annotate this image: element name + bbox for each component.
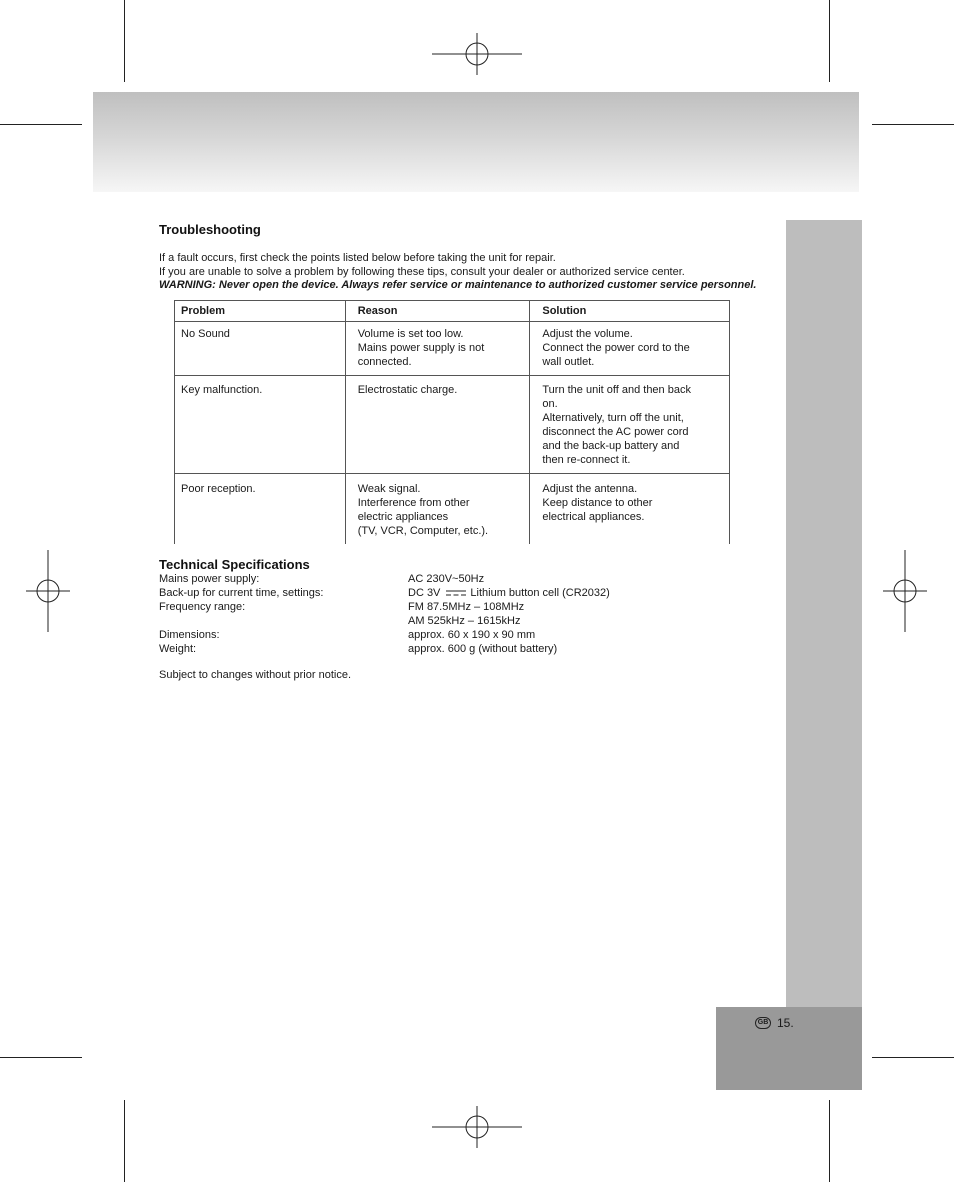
solution-line: Keep distance to other [542, 497, 653, 509]
specs-title: Technical Specifications [159, 557, 310, 572]
problem-cell: Key malfunction. [175, 376, 346, 474]
solution-line: Adjust the antenna. [542, 483, 638, 495]
solution-line: disconnect the AC power cord [542, 426, 689, 438]
header-problem: Problem [175, 301, 346, 322]
crop-mark [124, 0, 125, 82]
spec-label: Back-up for current time, settings: [159, 587, 324, 599]
registration-mark-icon [26, 550, 70, 637]
solution-cell [530, 474, 730, 545]
table-row [175, 376, 730, 474]
crop-mark [0, 1057, 82, 1058]
header-reason: Reason [345, 301, 530, 322]
troubleshooting-title: Troubleshooting [159, 222, 261, 237]
solution-line: wall outlet. [542, 356, 595, 368]
solution-line: on. [542, 398, 558, 410]
side-tab [786, 220, 862, 1007]
troubleshooting-intro [159, 252, 799, 293]
intro-line-1: If a fault occurs, first check the points listed below before taking the unit for repair. [159, 252, 556, 264]
spec-value: AC 230V~50Hz [408, 573, 485, 585]
header-solution: Solution [530, 301, 730, 322]
problem-cell: No Sound [175, 322, 346, 376]
reason-line: Mains power supply is not [357, 342, 485, 354]
reason-line: (TV, VCR, Computer, etc.). [357, 525, 489, 537]
solution-line: Connect the power cord to the [542, 342, 690, 354]
crop-mark [0, 124, 82, 125]
change-notice: Subject to changes without prior notice. [159, 669, 352, 681]
spec-value: approx. 600 g (without battery) [408, 643, 558, 655]
crop-mark [829, 1100, 830, 1182]
crop-mark [124, 1100, 125, 1182]
solution-line: Alternatively, turn off the unit, [542, 412, 684, 424]
spec-label: Dimensions: [159, 629, 220, 641]
solution-line: Turn the unit off and then back [542, 384, 691, 396]
spec-value-text: Lithium button cell (CR2032) [470, 587, 610, 599]
language-badge: GB [755, 1017, 771, 1029]
reason-line: Weak signal. [357, 483, 421, 495]
problem-cell: Poor reception. [175, 474, 346, 545]
solution-line: Adjust the volume. [542, 328, 633, 340]
crop-mark [872, 1057, 954, 1058]
warning-text: WARNING: Never open the device. Always refer service or maintenance to authorized customer service personnel. [159, 279, 757, 291]
registration-mark-icon [432, 1106, 522, 1153]
spec-label: Weight: [159, 643, 197, 655]
crop-mark [829, 0, 830, 82]
spec-value: approx. 60 x 190 x 90 mm [408, 629, 536, 641]
crop-mark [872, 124, 954, 125]
spec-label: Frequency range: [159, 601, 246, 613]
spec-value-prefix: DC 3V [408, 587, 441, 599]
troubleshooting-table [174, 300, 730, 544]
intro-line-2: If you are unable to solve a problem by following these tips, consult your dealer or authorized service center. [159, 265, 685, 278]
reason-cell [345, 322, 530, 376]
registration-mark-icon [432, 33, 522, 80]
table-header-row [175, 301, 730, 322]
reason-line: Interference from other [357, 497, 470, 509]
solution-line: electrical appliances. [542, 511, 645, 523]
table-row [175, 322, 730, 376]
reason-line: Electrostatic charge. [357, 384, 458, 396]
reason-line: electric appliances [357, 511, 449, 523]
spec-value: FM 87.5MHz – 108MHz [408, 601, 525, 613]
reason-cell [345, 376, 530, 474]
reason-cell [345, 474, 530, 545]
registration-mark-icon [883, 550, 927, 637]
solution-cell [530, 376, 730, 474]
spec-value: AM 525kHz – 1615kHz [408, 615, 521, 627]
spec-value [408, 586, 610, 600]
solution-cell [530, 322, 730, 376]
spec-label: Mains power supply: [159, 573, 260, 585]
page-number [755, 1016, 794, 1030]
solution-line: then re-connect it. [542, 454, 631, 466]
dc-current-icon [446, 589, 466, 597]
reason-line: Volume is set too low. [357, 328, 464, 340]
header-band [93, 92, 859, 192]
page-number-text: 15. [777, 1016, 794, 1030]
solution-line: and the back-up battery and [542, 440, 680, 452]
table-row [175, 474, 730, 545]
reason-line: connected. [357, 356, 412, 368]
